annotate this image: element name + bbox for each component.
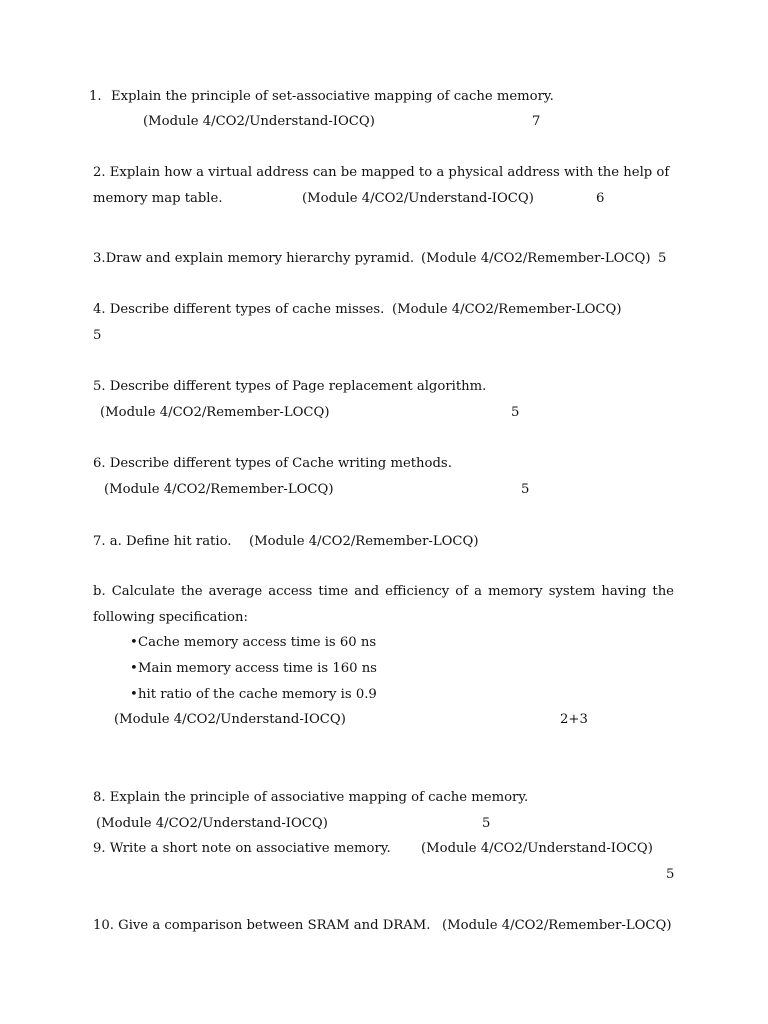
q7b-bullet-item: •hit ratio of the cache memory is 0.9 <box>130 687 377 702</box>
q1-number: 1. <box>89 89 102 104</box>
q3-module: (Module 4/CO2/Remember-LOCQ) <box>421 251 651 266</box>
q4-module: (Module 4/CO2/Remember-LOCQ) <box>392 302 622 317</box>
q7a-text: 7. a. Define hit ratio. <box>93 534 232 549</box>
q8-text: 8. Explain the principle of associative mapping of cache memory. <box>93 790 529 805</box>
q7b-module: (Module 4/CO2/Understand-IOCQ) <box>114 712 346 727</box>
q9-marks: 5 <box>666 867 675 882</box>
q2-text-line2: memory map table. <box>93 191 223 206</box>
q2-text-line1: 2. Explain how a virtual address can be mapped to a physical address with the help of <box>93 165 670 180</box>
q6-marks: 5 <box>521 482 530 497</box>
q7-marks: 2+3 <box>560 712 588 727</box>
q7b-bullet-item: •Main memory access time is 160 ns <box>130 661 377 676</box>
q7a-module: (Module 4/CO2/Remember-LOCQ) <box>249 534 479 549</box>
q2-module: (Module 4/CO2/Understand-IOCQ) <box>302 191 534 206</box>
q10-text: 10. Give a comparison between SRAM and DRAM. <box>93 918 431 933</box>
q6-text: 6. Describe different types of Cache writing methods. <box>93 456 452 471</box>
q5-module: (Module 4/CO2/Remember-LOCQ) <box>100 405 330 420</box>
q4-text: 4. Describe different types of cache misses. <box>93 302 385 317</box>
q10-module: (Module 4/CO2/Remember-LOCQ) <box>442 918 672 933</box>
q9-text: 9. Write a short note on associative memory. <box>93 841 391 856</box>
q3-text: 3.Draw and explain memory hierarchy pyramid. <box>93 251 415 266</box>
q8-module: (Module 4/CO2/Understand-IOCQ) <box>96 816 328 831</box>
q3-marks: 5 <box>658 251 667 266</box>
bullet-icon: • <box>130 661 138 676</box>
q6-module: (Module 4/CO2/Remember-LOCQ) <box>104 482 334 497</box>
q7b-text-line2: following specification: <box>93 610 248 625</box>
q4-marks: 5 <box>93 328 102 343</box>
q9-module: (Module 4/CO2/Understand-IOCQ) <box>421 841 653 856</box>
q1-module: (Module 4/CO2/Understand-IOCQ) <box>143 114 375 129</box>
q1-text: Explain the principle of set-associative mapping of cache memory. <box>111 89 554 104</box>
bullet-icon: • <box>130 635 138 650</box>
q1-marks: 7 <box>532 114 541 129</box>
q7b-bullet-item: •Cache memory access time is 60 ns <box>130 635 377 650</box>
bullet-icon: • <box>130 687 138 702</box>
q2-marks: 6 <box>596 191 605 206</box>
q7b-text-line1: b. Calculate the average access time and efficiency of a memory system having the <box>93 584 674 599</box>
q8-marks: 5 <box>482 816 491 831</box>
q5-text: 5. Describe different types of Page replacement algorithm. <box>93 379 487 394</box>
q5-marks: 5 <box>511 405 520 420</box>
